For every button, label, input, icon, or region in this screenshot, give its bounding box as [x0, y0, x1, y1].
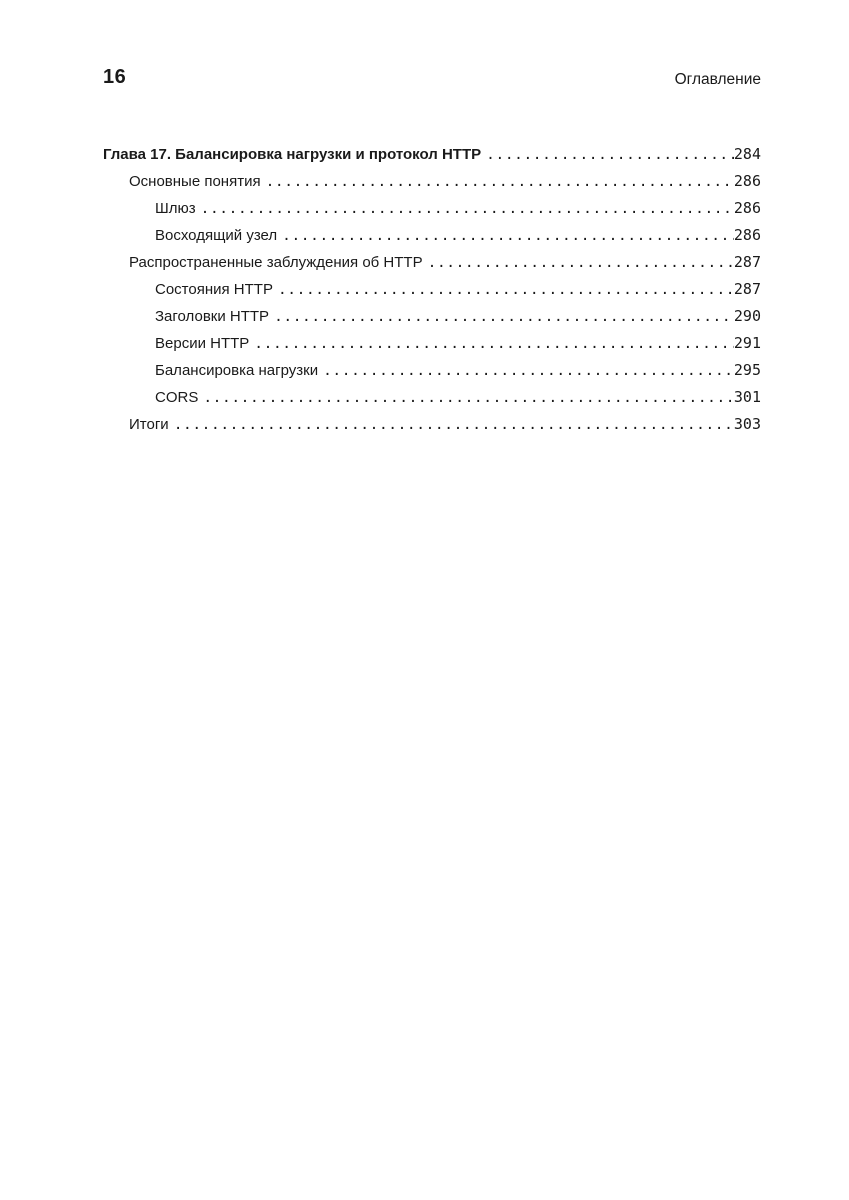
toc-section-entry[interactable] [103, 249, 761, 276]
table-of-contents [103, 141, 761, 438]
toc-dot-leader [254, 331, 734, 358]
toc-entry-title: Распространенные заблуждения об HTTP [129, 254, 423, 271]
toc-entry-page: 287 [733, 280, 761, 298]
toc-entry-title: Итоги [129, 416, 169, 433]
toc-entry-title: CORS [155, 389, 199, 406]
toc-subsection-entry[interactable] [103, 222, 761, 249]
toc-dot-leader [174, 412, 734, 439]
toc-entry-page: 286 [733, 172, 761, 190]
toc-dot-leader [266, 169, 734, 196]
toc-section-entry[interactable] [103, 168, 761, 195]
toc-dot-leader [486, 142, 734, 169]
toc-entry-title: Версии HTTP [155, 335, 250, 352]
toc-entry-page: 286 [733, 226, 761, 244]
toc-chapter-entry[interactable] [103, 141, 761, 168]
toc-dot-leader [323, 358, 734, 385]
toc-dot-leader [203, 385, 734, 412]
toc-entry-title: Заголовки HTTP [155, 308, 270, 325]
toc-subsection-entry[interactable] [103, 384, 761, 411]
toc-entry-page: 295 [733, 361, 761, 379]
toc-dot-leader [282, 223, 734, 250]
toc-entry-page: 303 [733, 415, 761, 433]
toc-entry-page: 290 [733, 307, 761, 325]
toc-subsection-entry[interactable] [103, 357, 761, 384]
toc-entry-page: 287 [733, 253, 761, 271]
toc-entry-page: 286 [733, 199, 761, 217]
toc-entry-title: Основные понятия [129, 173, 261, 190]
toc-entry-title: Состояния HTTP [155, 281, 273, 298]
toc-entry-page: 301 [733, 388, 761, 406]
page-number: 16 [103, 66, 127, 88]
running-head: Оглавление [674, 71, 761, 88]
toc-subsection-entry[interactable] [103, 195, 761, 222]
toc-dot-leader [274, 304, 734, 331]
toc-dot-leader [201, 196, 734, 223]
toc-dot-leader [428, 250, 734, 277]
toc-entry-title: Глава 17. Балансировка нагрузки и протокол HTTP [103, 146, 482, 163]
toc-entry-title: Балансировка нагрузки [155, 362, 319, 379]
toc-subsection-entry[interactable] [103, 276, 761, 303]
toc-subsection-entry[interactable] [103, 303, 761, 330]
toc-dot-leader [278, 277, 734, 304]
toc-entry-title: Шлюз [155, 200, 196, 217]
toc-entry-page: 284 [733, 145, 761, 163]
toc-entry-page: 291 [733, 334, 761, 352]
toc-subsection-entry[interactable] [103, 330, 761, 357]
toc-section-entry[interactable] [103, 411, 761, 438]
toc-entry-title: Восходящий узел [155, 227, 278, 244]
